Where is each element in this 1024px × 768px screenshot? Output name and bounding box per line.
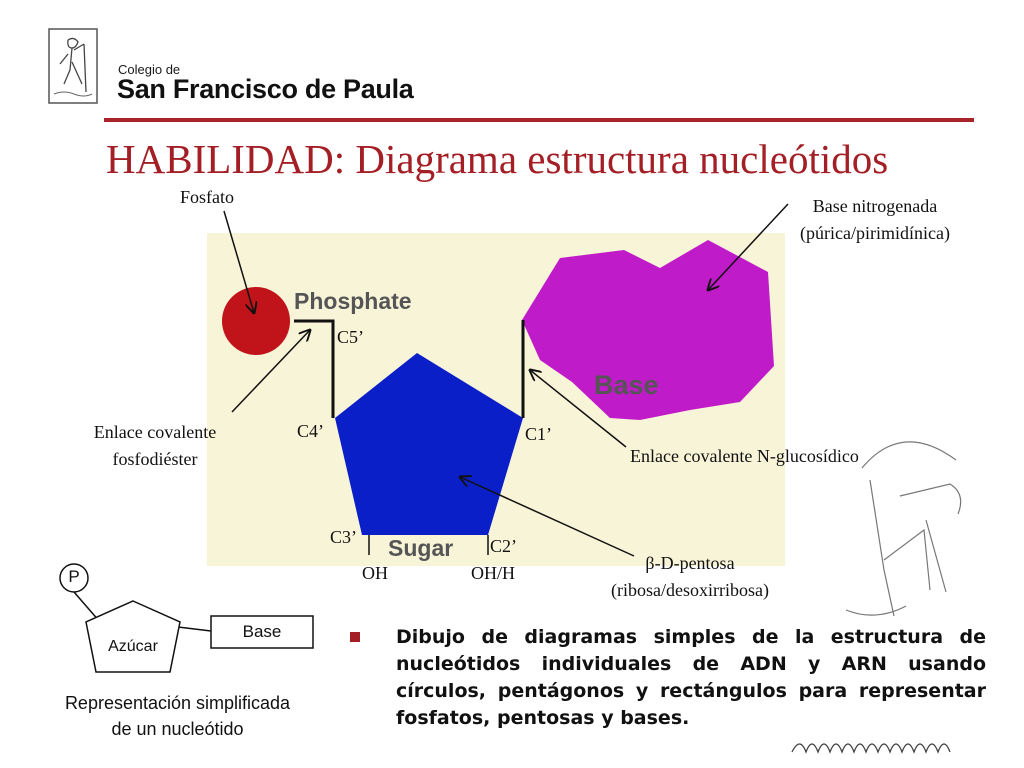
- phosphate-circle: [222, 287, 290, 355]
- c4-label: C4’: [297, 421, 324, 441]
- signature-scribble: [792, 744, 950, 752]
- glucosidico-annotation: Enlace covalente N-glucosídico: [630, 446, 859, 466]
- simple-link-sugar-base: [178, 627, 211, 631]
- sugar-pentagon: [335, 353, 523, 535]
- bullet-square: [350, 632, 360, 642]
- simple-base-label: Base: [242, 622, 282, 641]
- c5-label: C5’: [337, 327, 364, 347]
- oh-h-label: OH/H: [471, 563, 515, 583]
- simple-caption-line1: Representación simplificada: [64, 693, 291, 713]
- phosphodiester-bond-line: [294, 321, 333, 418]
- base-label: Base: [594, 370, 659, 400]
- oh-label: OH: [362, 563, 388, 583]
- simple-caption-line2: de un nucleótido: [111, 719, 244, 739]
- fosfodiester-annotation-line2: fosfodiéster: [112, 449, 198, 469]
- school-name-line1: Colegio de: [118, 62, 181, 77]
- fosfodiester-annotation-line1: Enlace covalente: [93, 422, 217, 442]
- sugar-label: Sugar: [388, 535, 454, 561]
- slide-title: HABILIDAD: Diagrama estructura nucleótidos: [106, 136, 889, 182]
- base-annotation-line1: Base nitrogenada: [812, 196, 938, 216]
- base-annotation-line2: (púrica/pirimidínica): [800, 223, 950, 243]
- simple-azucar-label: Azúcar: [108, 638, 158, 655]
- seal-watermark: [846, 442, 961, 616]
- simple-caption: [0, 690, 355, 742]
- c3-label: C3’: [330, 527, 357, 547]
- c2-label: C2’: [490, 536, 517, 556]
- school-name-line2: San Francisco de Paula: [117, 74, 414, 104]
- bullet-text: Dibujo de diagramas simples de la estructura de nucleótidos individuales de ADN y ARN usando círculos, pentágonos y rectángulos para representar fosfatos, pentosas y bases.: [396, 626, 986, 729]
- c1-label: C1’: [525, 424, 552, 444]
- pentosa-annotation-line1: β-D-pentosa: [645, 553, 735, 573]
- pentosa-annotation-line2: (ribosa/desoxirribosa): [611, 580, 769, 600]
- simple-p-label: P: [68, 567, 80, 586]
- phosphate-label: Phosphate: [294, 288, 412, 314]
- simple-sugar-pentagon: [86, 601, 180, 672]
- fosfato-annotation: Fosfato: [180, 187, 234, 207]
